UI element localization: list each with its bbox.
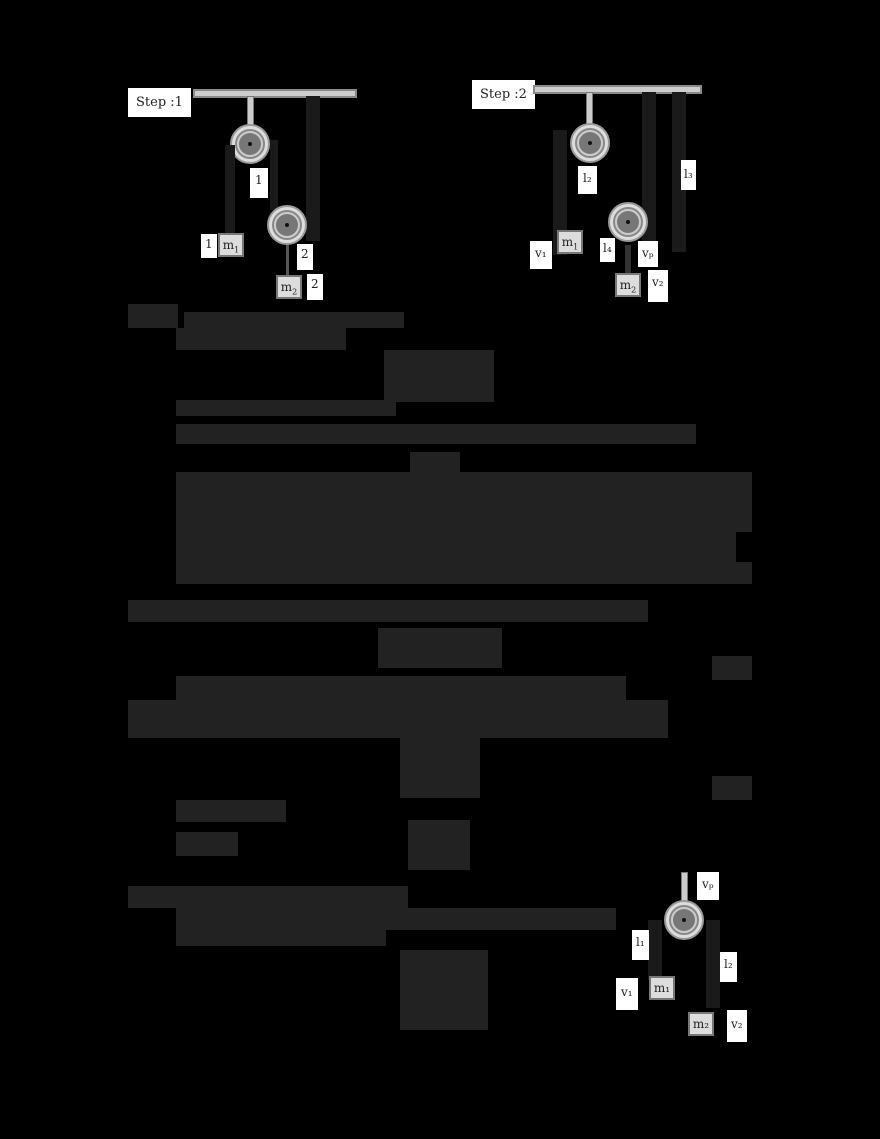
rope-left (225, 145, 235, 235)
ceiling-bar (193, 89, 357, 98)
label-l4: l₄ (600, 238, 615, 262)
text-block (176, 800, 286, 822)
text-block (400, 950, 488, 1030)
text-block (184, 312, 404, 328)
mass-m1: $m_1$ (557, 230, 583, 254)
text-block (378, 628, 502, 668)
label-v1: v₁ (616, 978, 638, 1010)
text-block (410, 452, 460, 472)
mass-m2: $m_2$ (276, 275, 302, 299)
label-v2: v₂ (648, 270, 668, 302)
label-l1-top: 1 (250, 168, 268, 198)
text-block (128, 304, 178, 328)
label-l2: l₂ (720, 952, 737, 982)
mass-m2: $m_2$ (615, 273, 641, 297)
text-block (176, 908, 616, 930)
text-block (176, 506, 752, 532)
rope-to-m2 (625, 245, 631, 273)
label-v2: v₂ (727, 1010, 747, 1042)
equation-number (712, 776, 752, 800)
mass-m1: $m_1$ (218, 233, 244, 257)
label-l2: l₂ (578, 166, 597, 194)
rope-ceiling (306, 96, 320, 241)
text-block (176, 832, 238, 856)
text-block (176, 472, 752, 506)
text-block (176, 532, 736, 562)
text-block (408, 820, 470, 870)
mass-m2: m₂ (688, 1012, 714, 1036)
label-l2-mass: 2 (307, 274, 323, 300)
rope-right (706, 920, 720, 1008)
pulley-icon (664, 900, 704, 940)
label-v1: v₁ (530, 241, 552, 269)
label-l2-side: 2 (297, 244, 313, 270)
label-vp: vₚ (638, 241, 658, 267)
text-block (128, 600, 648, 622)
text-block (384, 350, 494, 402)
text-block (400, 738, 480, 798)
fixed-pulley-icon (570, 123, 610, 163)
text-block (176, 400, 396, 416)
label-l1-side: 1 (201, 234, 217, 258)
rope-right (270, 140, 278, 210)
label-l3: l₃ (681, 160, 696, 190)
text-block (176, 930, 386, 946)
step-2-label: Step :2 (472, 80, 535, 109)
label-vp: vₚ (697, 872, 719, 900)
text-block (176, 424, 696, 444)
movable-pulley-icon (608, 202, 648, 242)
mass-m1: m₁ (649, 976, 675, 1000)
movable-pulley-icon (267, 205, 307, 245)
fixed-pulley-icon (230, 124, 270, 164)
equation-number (712, 656, 752, 680)
text-block (176, 676, 626, 702)
rope-left (648, 920, 662, 980)
text-block (176, 562, 752, 584)
label-l1: l₁ (632, 930, 649, 960)
rope-to-m2 (286, 245, 289, 275)
text-block (128, 886, 408, 908)
step-1-label: Step :1 (128, 88, 191, 117)
text-block (176, 328, 346, 350)
text-block (128, 700, 668, 738)
